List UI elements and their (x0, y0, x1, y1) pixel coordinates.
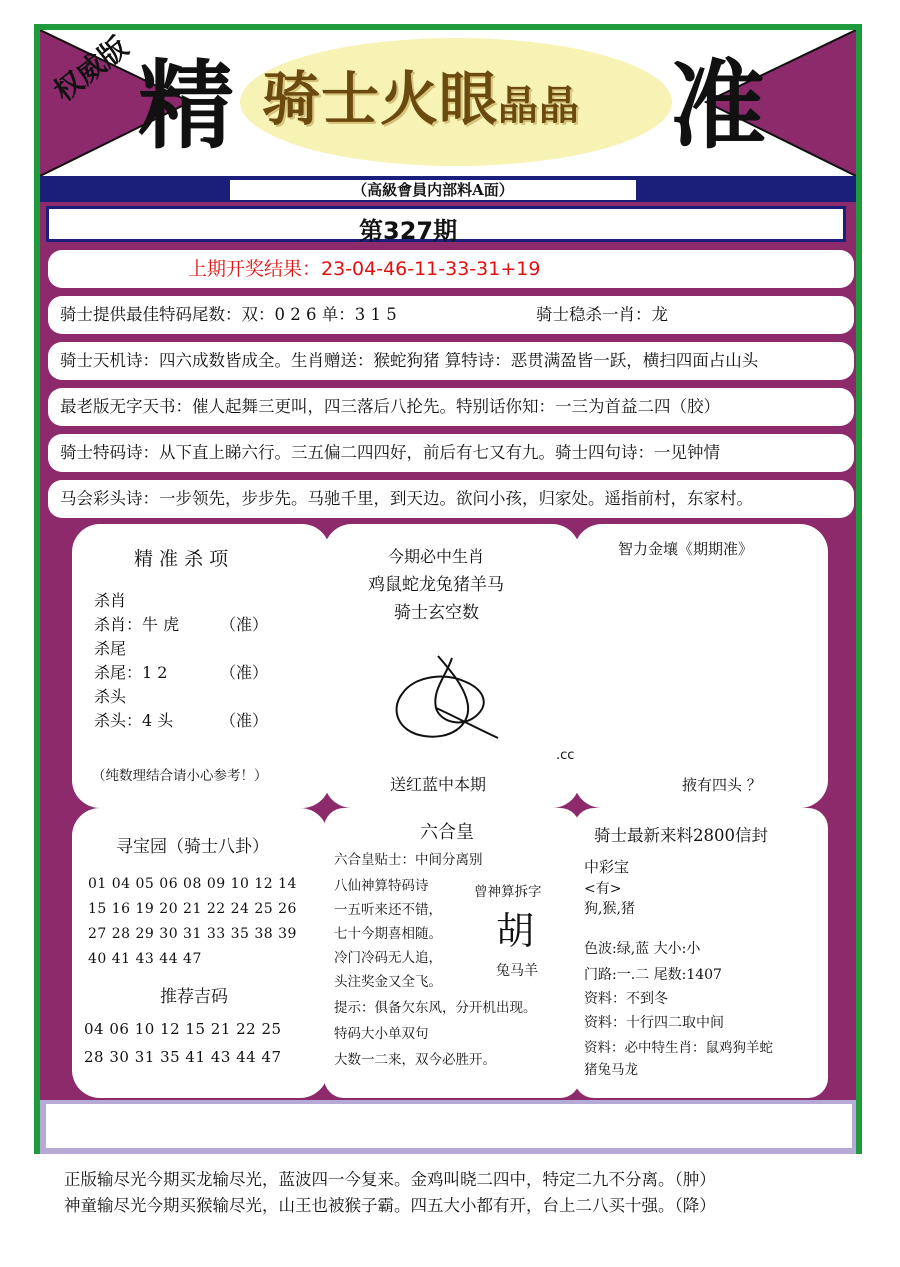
liuhe-line-3: 一五听来还不错， (334, 902, 442, 918)
big-char-left: 精 (138, 50, 234, 162)
result-row (48, 250, 854, 288)
tail-numbers: 骑士提供最佳特码尾数：双：0 2 6 单：3 1 5 (60, 305, 397, 324)
brand-main: 骑士火眼 (262, 65, 499, 133)
kill-tag-3: （准） (220, 711, 269, 730)
kill-note: （纯数理结合请小心参考！） (92, 768, 268, 784)
horse-poem: 马会彩头诗：一步领先，步步先。马驰千里，到天边。欲问小孩，归家处。遥指前村，东家村。 (60, 489, 753, 508)
latest-line-7: 资料：不到冬 (584, 991, 668, 1007)
treasure-row-4: 40 41 43 44 47 (88, 951, 202, 967)
latest-line-9: 资料：必中特生肖：鼠鸡狗羊蛇 (584, 1040, 773, 1056)
bottom-bar (40, 1100, 856, 1154)
big-char-right: 准 (670, 50, 766, 162)
kill-panel (72, 524, 330, 808)
brand-small: 晶晶 (498, 82, 581, 129)
liuhe-title: 六合皇 (420, 822, 474, 843)
must-bottom: 送红蓝中本期 (390, 775, 487, 794)
brand-title (262, 65, 581, 133)
kill-line-2: 杀肖：牛 虎 (94, 615, 180, 634)
special-poem: 骑士特码诗：从下直上睇六行。三五偏二四四好，前后有七又有九。骑士四句诗：一见钟情 (60, 443, 720, 462)
must-line-3: 骑士玄空数 (394, 603, 479, 623)
cc-mark: .cc (556, 748, 575, 763)
kill-one-zodiac: 骑士稳杀一肖：龙 (536, 305, 668, 324)
kill-tag-2: （准） (220, 663, 269, 682)
zeng-label: 曾神算拆字 (474, 884, 542, 900)
kill-title: 精 准 杀 项 (134, 548, 229, 570)
wisdom-title: 智力金壤《期期准》 (618, 540, 754, 558)
liuhe-line-6: 头注奖金又全飞。 (334, 974, 442, 990)
recommend-row-1: 04 06 10 12 15 21 22 25 (84, 1020, 282, 1038)
latest-title: 骑士最新来料2800信封 (594, 826, 768, 845)
liuhe-line-8: 特码大小单双句 (334, 1026, 429, 1042)
recommend-title: 推荐吉码 (160, 987, 228, 1007)
latest-line-5: 色波:绿,蓝 大小:小 (584, 941, 701, 957)
latest-line-6: 门路:一.二 尾数:1407 (584, 967, 722, 983)
footer-line-1: 正版输尽光今期买龙输尽光，蓝波四一今复来。金鸡叫晓二四中，特定二九不分离。（肿） (64, 1170, 716, 1189)
kill-line-3: 杀尾 (94, 639, 127, 658)
kill-line-6: 杀头：4 头 (94, 711, 174, 730)
zeng-animals: 兔马羊 (496, 963, 538, 979)
must-panel (324, 524, 580, 808)
big-char-hu: 胡 (496, 909, 535, 953)
kill-line-4: 杀尾：1 2 (94, 663, 168, 682)
liuhe-line-9: 大数一二来，双今必胜开。 (334, 1052, 496, 1068)
latest-line-10: 猪兔马龙 (584, 1062, 638, 1078)
row-special-poem (48, 434, 854, 472)
wisdom-panel (574, 524, 828, 808)
bottom-blank-box (46, 1104, 852, 1148)
footer-line-2: 神童输尽光今期买猴输尽光，山王也被猴子霸。四五大小都有开，台上二八买十强。（降） (64, 1196, 716, 1215)
wisdom-bottom: 掖有四头 ？ (682, 776, 762, 794)
subtitle-bar (40, 176, 856, 202)
treasure-title: 寻宝园（骑士八卦） (116, 837, 269, 857)
kill-tag-1: （准） (220, 615, 269, 634)
latest-line-1: 中彩宝 (584, 858, 630, 876)
liuhe-panel (324, 808, 580, 1098)
latest-panel (574, 808, 828, 1098)
row-horse-poem (48, 480, 854, 518)
issue-bar (46, 206, 846, 245)
row-wordless-book (48, 388, 854, 426)
recommend-row-2: 28 30 31 35 41 43 44 47 (84, 1048, 282, 1066)
liuhe-line-2: 八仙神算特码诗 (334, 878, 429, 894)
latest-line-8: 资料：十行四二取中间 (584, 1015, 724, 1031)
wordless-book: 最老版无字天书：催人起舞三更叫，四三落后八抡先。特别话你知：一三为首益二四（胶） (60, 397, 720, 416)
treasure-panel (72, 808, 328, 1098)
liuhe-line-4: 七十今期喜相随。 (334, 926, 442, 942)
header (40, 30, 856, 176)
kill-line-5: 杀头 (94, 687, 127, 706)
must-line-2: 鸡鼠蛇龙兔猪羊马 (368, 575, 504, 595)
must-line-1: 今期必中生肖 (388, 547, 485, 566)
scribble-drawing (380, 640, 520, 750)
row-tail-numbers (48, 296, 854, 334)
treasure-row-1: 01 04 05 06 08 09 10 12 14 (88, 876, 297, 892)
treasure-row-3: 27 28 29 30 31 33 35 38 39 (88, 926, 297, 942)
latest-line-2: <有> (584, 881, 622, 897)
treasure-row-2: 15 16 19 20 21 22 24 25 26 (88, 901, 297, 917)
liuhe-line-7: 提示：俱备欠东风，分开机出现。 (334, 1000, 537, 1016)
heaven-poem: 骑士天机诗：四六成数皆成全。生肖赠送：猴蛇狗猪 算特诗：恶贯满盈皆一跃，横扫四面占山头 (60, 351, 759, 370)
page-frame (34, 24, 862, 1154)
kill-line-1: 杀肖 (94, 591, 127, 610)
liuhe-line-5: 冷门冷码无人追， (334, 950, 442, 966)
result-text: 上期开奖结果：23-04-46-11-33-31+19 (188, 258, 541, 280)
issue-number: 第327期 (359, 217, 458, 245)
latest-line-3: 狗,猴,猪 (584, 901, 635, 917)
edition-label: 权威版 (47, 30, 135, 109)
row-heaven-poem (48, 342, 854, 380)
subtitle: （高級會員内部料A面） (230, 180, 636, 200)
liuhe-line-1: 六合皇贴士：中间分离别 (334, 852, 483, 868)
